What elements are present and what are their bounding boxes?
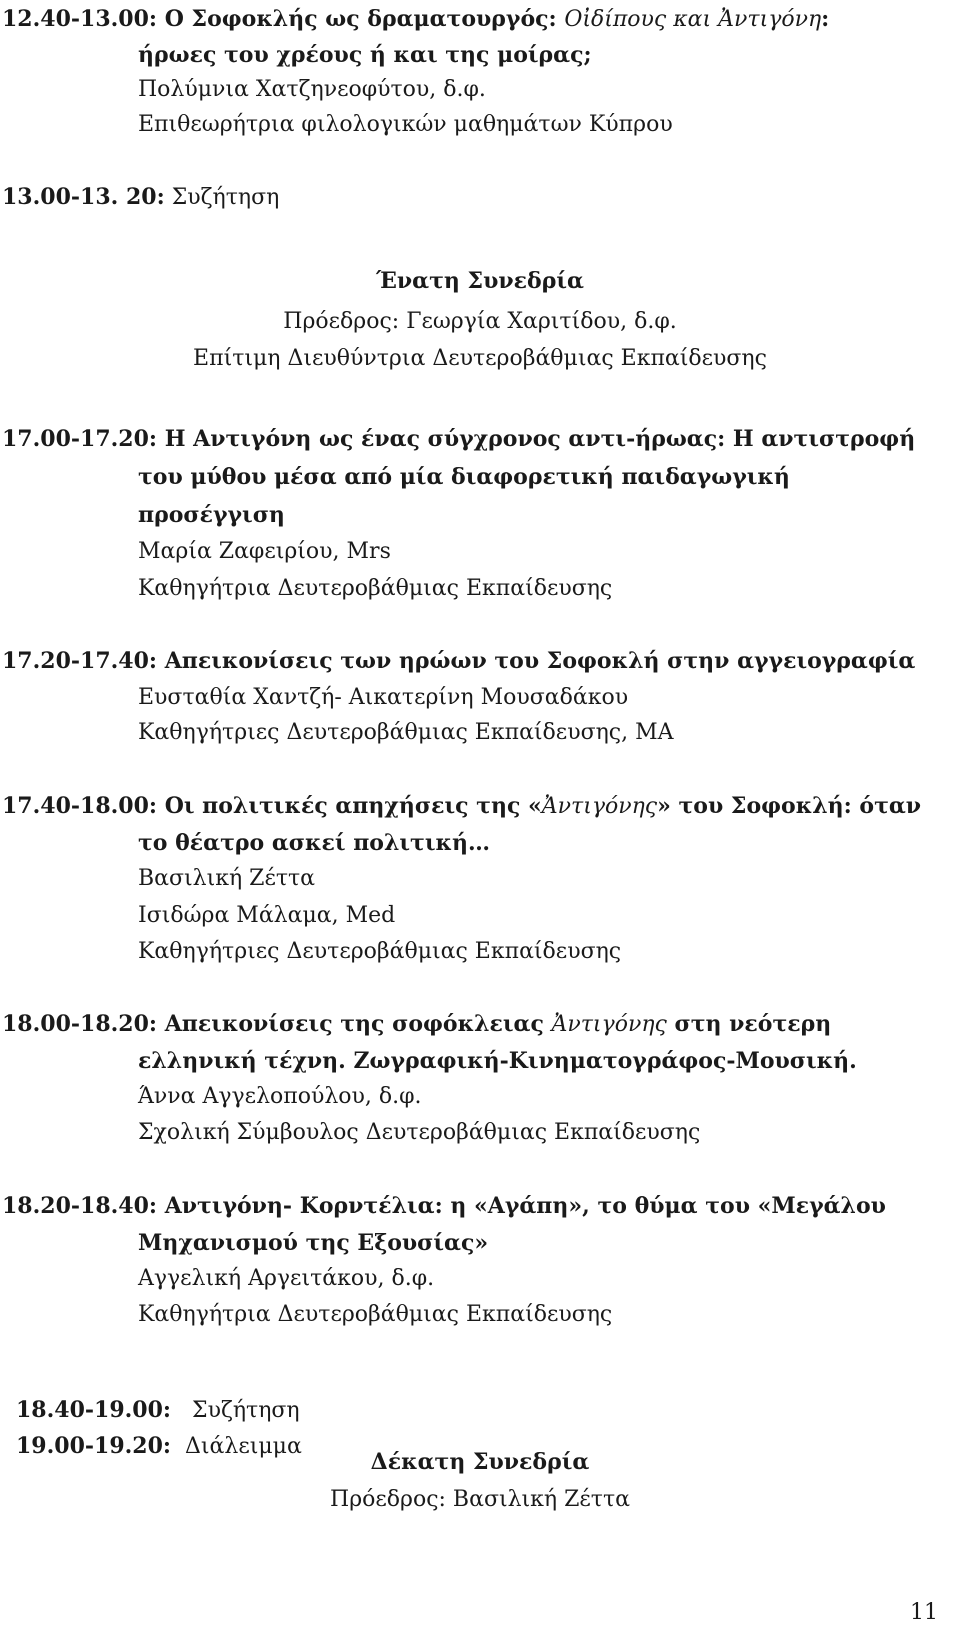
speaker-name: Ευσταθία Χαντζή- Αικατερίνη Μουσαδάκου xyxy=(138,685,629,710)
play-title: Ἀντιγόνης xyxy=(551,1012,667,1037)
schedule-item-title-line: το θέατρο ασκεί πολιτική… xyxy=(138,830,490,856)
time-slot: 17.40-18.00: xyxy=(2,793,158,819)
speaker-role: Επιθεωρήτρια φιλολογικών μαθημάτων Κύπρου xyxy=(138,112,673,137)
time-slot: 17.00-17.20: xyxy=(2,426,158,452)
speaker-role: Καθηγήτριες Δευτεροβάθμιας Εκπαίδευσης xyxy=(138,939,622,964)
speaker-role: Καθηγήτρια Δευτεροβάθμιας Εκπαίδευσης xyxy=(138,576,613,601)
schedule-item-title-line: προσέγγιση xyxy=(138,502,285,528)
schedule-item-title-line: του μύθου μέσα από μία διαφορετική παιδαγωγική xyxy=(138,464,790,490)
discussion-item: 18.40-19.00: Συζήτηση xyxy=(16,1397,300,1423)
schedule-item-title: 12.40-13.00: Ο Σοφοκλής ως δραματουργός: Οἰδίπους και Ἀντιγόνη: xyxy=(2,6,830,32)
schedule-item-title: 17.00-17.20: Η Αντιγόνη ως ένας σύγχρονος αντι-ήρωας: Η αντιστροφή xyxy=(2,426,916,452)
speaker-name: Αγγελική Αργειτάκου, δ.φ. xyxy=(138,1266,435,1291)
session-chair-role: Επίτιμη Διευθύντρια Δευτεροβάθμιας Εκπαίδευσης xyxy=(193,346,767,371)
schedule-item-title: 17.40-18.00: Οι πολιτικές απηχήσεις της «Ἀντιγόνης» του Σοφοκλή: όταν xyxy=(2,793,922,819)
time-slot: 18.00-18.20: xyxy=(2,1011,158,1037)
time-slot: 17.20-17.40: xyxy=(2,648,158,674)
discussion-item: 13.00-13. 20: Συζήτηση xyxy=(2,184,280,210)
time-slot: 12.40-13.00: xyxy=(2,6,158,32)
schedule-item-title: 17.20-17.40: Απεικονίσεις των ηρώων του Σοφοκλή στην αγγειογραφία xyxy=(2,648,916,674)
speaker-name: Μαρία Ζαφειρίου, Mrs xyxy=(138,539,391,564)
time-slot: 19.00-19.20: xyxy=(16,1433,172,1459)
session-chair: Πρόεδρος: Γεωργία Χαριτίδου, δ.φ. xyxy=(283,309,677,334)
schedule-item-title-line: Μηχανισμού της Εξουσίας» xyxy=(138,1230,489,1256)
speaker-role: Σχολική Σύμβουλος Δευτεροβάθμιας Εκπαίδευσης xyxy=(138,1120,701,1145)
session-heading: Δέκατη Συνεδρία xyxy=(370,1449,590,1475)
break-item: 19.00-19.20: Διάλειμμα xyxy=(16,1433,302,1459)
speaker-name: Βασιλική Ζέττα xyxy=(138,866,316,891)
speaker-name: Άννα Αγγελοπούλου, δ.φ. xyxy=(138,1084,422,1109)
speaker-name: Ισιδώρα Μάλαμα, Med xyxy=(138,903,396,928)
speaker-name: Πολύμνια Χατζηνεοφύτου, δ.φ. xyxy=(138,77,486,102)
schedule-item-title: 18.20-18.40: Αντιγόνη- Κορντέλια: η «Αγάπη», το θύμα του «Μεγάλου xyxy=(2,1193,886,1219)
session-chair: Πρόεδρος: Βασιλική Ζέττα xyxy=(330,1487,630,1512)
time-slot: 18.20-18.40: xyxy=(2,1193,158,1219)
play-title: Ἀντιγόνης xyxy=(541,794,658,819)
schedule-item-title-line: ελληνική τέχνη. Ζωγραφική-Κινηματογράφος-Μουσική. xyxy=(138,1048,857,1074)
time-slot: 18.40-19.00: xyxy=(16,1397,172,1423)
speaker-role: Καθηγήτριες Δευτεροβάθμιας Εκπαίδευσης, MA xyxy=(138,720,674,745)
session-heading: Ένατη Συνεδρία xyxy=(376,268,584,294)
play-title: Οἰδίπους και Ἀντιγόνη xyxy=(564,7,822,32)
schedule-item-title-line: ήρωες του χρέους ή και της μοίρας; xyxy=(138,42,592,68)
page-number: 11 xyxy=(910,1600,938,1625)
time-slot: 13.00-13. 20: xyxy=(2,184,165,210)
speaker-role: Καθηγήτρια Δευτεροβάθμιας Εκπαίδευσης xyxy=(138,1302,613,1327)
schedule-item-title: 18.00-18.20: Απεικονίσεις της σοφόκλειας Ἀντιγόνης στη νεότερη xyxy=(2,1011,832,1037)
